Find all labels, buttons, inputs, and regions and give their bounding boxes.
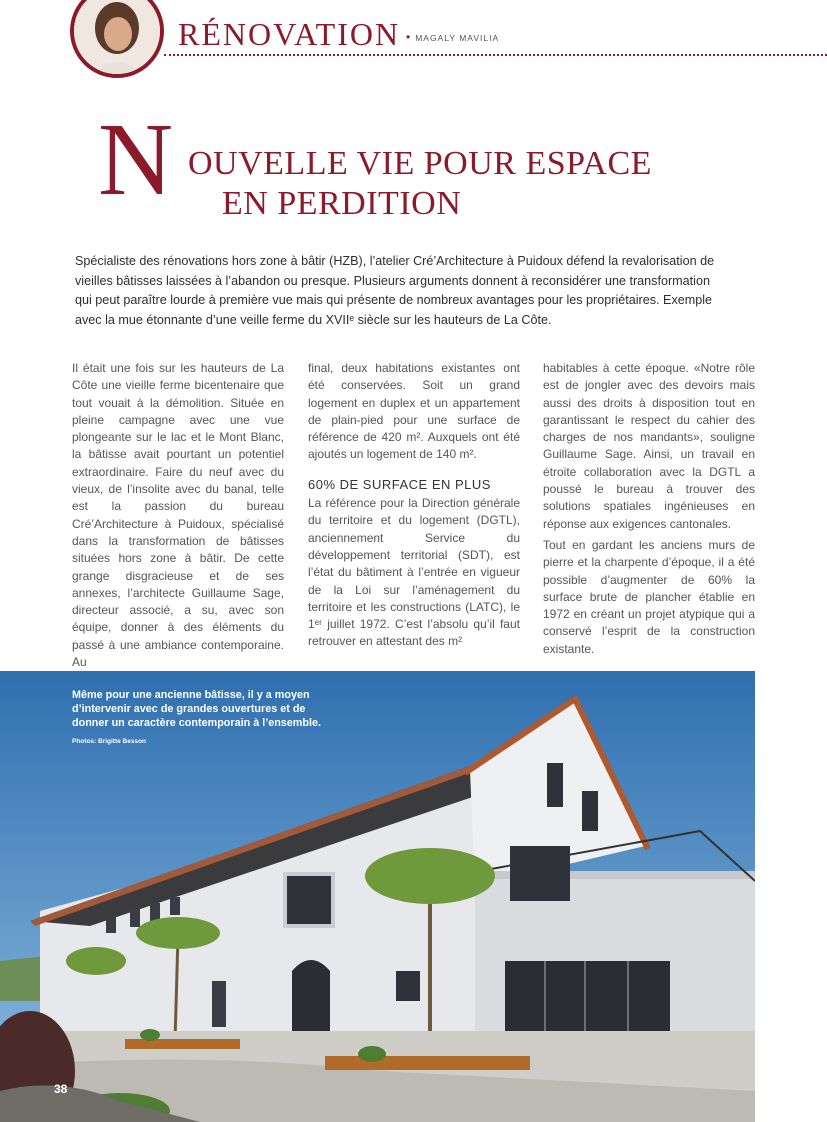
header-divider (164, 54, 827, 56)
article-lede: Spécialiste des rénovations hors zone à bâtir (HZB), l’atelier Cré’Architecture à Puidoux défend la revalorisation de vieilles bâtisses laissées à l’abandon ou presque. Plusieurs arguments donnent à reconsidérer une transformation qui peut paraître lourde à première vue mais qui présente de nombreux avantages pour les propriétaires. Exemple avec la mue étonnante d’une veille ferme du XVIIᵉ siècle sur les hauteurs de La Côte. (75, 254, 715, 327)
author-portrait-image (74, 0, 160, 74)
body-paragraph: final, deux habitations existantes ont été conservées. Soit un grand logement en duplex et un appartement de plain-pied pour une surface de référence de 420 m². Auxquels ont été ajoutés un logement de 140 m². (308, 361, 520, 462)
section-title: RÉNOVATION (178, 16, 401, 52)
author-portrait (70, 0, 164, 78)
body-paragraph: habitables à cette époque. «Notre rôle est de jongler avec des devoirs mais aussi des droits à disposition tout en garantissant le respect du cahier des charges de nos mandants», souligne Guillaume Sage. Ainsi, un travail en étroite collaboration avec la DGTL a poussé le bureau à trouver des solutions spatiales ingénieuses en réponse aux exigences cantonales. (543, 361, 755, 531)
author-byline (406, 30, 499, 44)
headline-line-1: OUVELLE VIE POUR ESPACE (188, 145, 652, 182)
headline-line-2: EN PERDITION (222, 185, 462, 222)
bullet-icon: • (406, 30, 412, 44)
body-subhead: 60% DE SURFACE EN PLUS (308, 476, 491, 492)
photo-caption: Même pour une ancienne bâtisse, il y a moyen d’intervenir avec de grandes ouvertures et de donner un caractère contemporain à l’ensemble. (72, 689, 322, 729)
body-column-3 (543, 360, 755, 662)
body-paragraph: La référence pour la Direction générale du territoire et du logement (DGTL), anciennement Service du développement territorial (SDT), est l’état du bâtiment à l’entrée en vigueur de la Loi sur l’aménagement du territoire et les constructions (LATC), le 1ᵉʳ juillet 1972. C’est l’absolu qu’il faut retrouver en attestant des m² (308, 496, 520, 649)
photo-credit: Photos: Brigitte Besson (72, 738, 147, 745)
author-name: MAGALY MAVILIA (415, 33, 500, 43)
body-column-1 (72, 360, 284, 675)
body-column-2 (308, 360, 520, 655)
headline-dropcap: N (98, 102, 174, 217)
body-paragraph: Tout en gardant les anciens murs de pierre et la charpente d’époque, il a été possible d’augmenter de 60% la surface brute de plancher établie en 1972 en créant un projet atypique qui a conservé l’esprit de la construction existante. (543, 537, 755, 656)
page-number: 38 (54, 1082, 68, 1096)
body-paragraph: Il était une fois sur les hauteurs de La Côte une vieille ferme bicentenaire que tout vouait à la démolition. Située en pleine campagne avec une vue plongeante sur le lac et le Mont Blanc, la bâtisse avait pourtant un potentiel extraordinaire. Faire du neuf avec du vieux, de l’insolite avec du banal, telle est la passion du bureau Cré’Architecture à Puidoux, spécialisé dans la transformation de bâtisses situées hors zone à bâtir. De cette grange disgracieuse et de ses annexes, l’architecte Guillaume Sage, directeur associé, a su, avec son équipe, donner à des éléments du passé à une ambiance contemporaine. Au (72, 361, 284, 670)
